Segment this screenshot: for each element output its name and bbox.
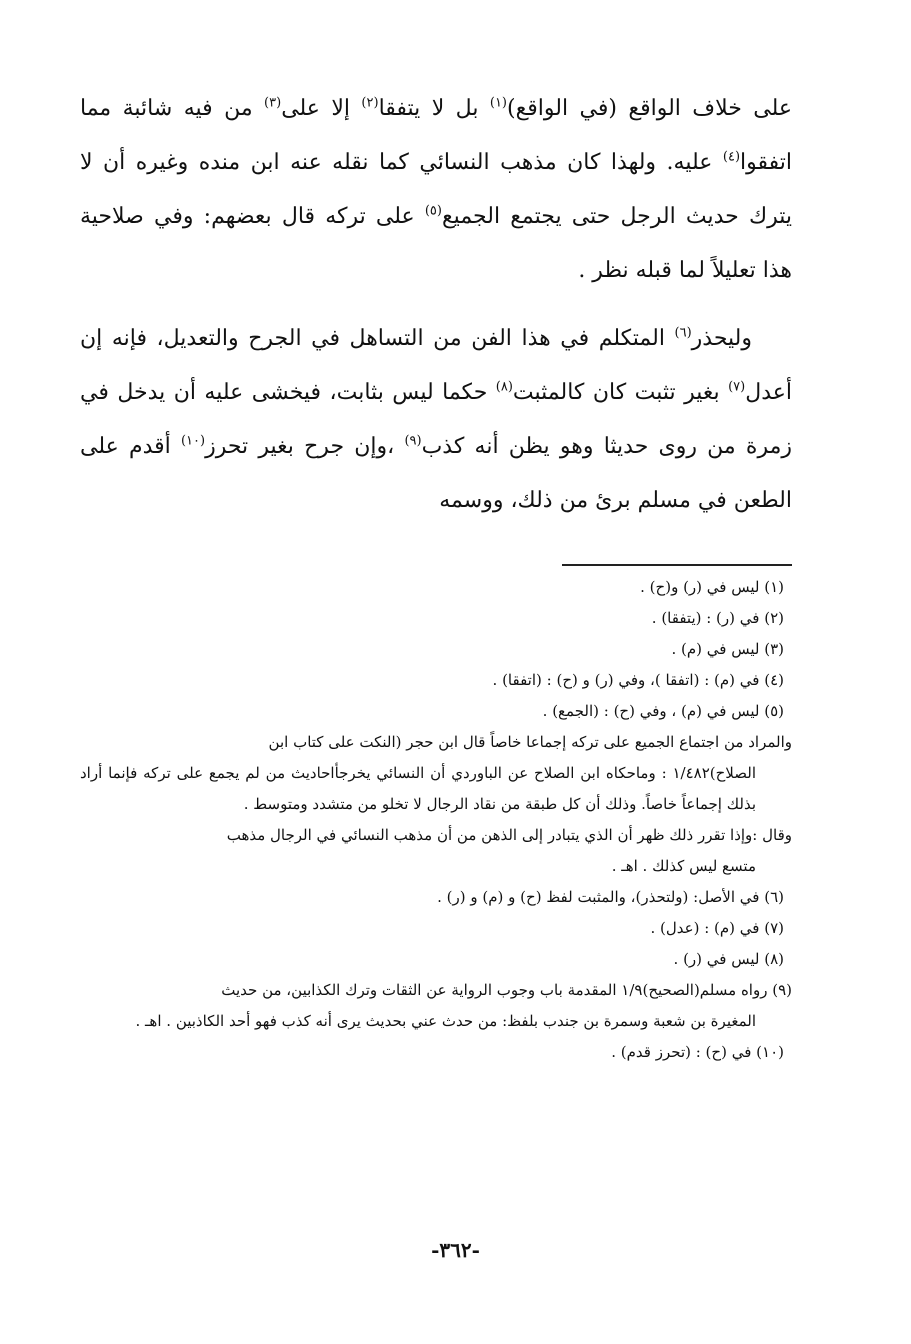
footnote-marker: (٤): [722, 149, 741, 165]
footnote-9: [80, 975, 792, 1037]
footnote-10: (١٠) في (ح) : (تحرز قدم) .: [611, 1043, 784, 1061]
main-text: [80, 82, 792, 528]
footnote-5-continuation-1-lead: والمراد من اجتماع الجميع على تركه إجماعا خاصاً قال ابن حجر (النكت على كتاب ابن: [268, 733, 792, 751]
footnote-9-rest: المغيرة بن شعبة وسمرة بن جندب بلفظ: من حدث عني بحديث يرى أنه كذب فهو أحد الكاذبين . اهـ .: [135, 1012, 756, 1030]
text-run: من فيه شائبة مما اتفقوا: [80, 96, 792, 175]
text-run: إلا على: [281, 96, 362, 121]
footnote-7: (٧) في (م) : (عدل) .: [650, 919, 784, 937]
text-run: المتكلم في هذا الفن من التساهل في الجرح والتعديل، فإنه إن أعدل: [80, 326, 792, 405]
paragraph-1: [80, 82, 792, 298]
text-run: بل لا يتفقا: [378, 96, 490, 121]
text-run: على تركه قال بعضهم: وفي صلاحية هذا تعليلاً لما قبله نظر .: [80, 204, 792, 283]
text-run: على خلاف الواقع (في الواقع): [507, 96, 792, 121]
footnote-marker: (١٠): [180, 433, 206, 449]
footnote-5-continuation-2-rest: متسع ليس كذلك . اهـ .: [611, 857, 756, 875]
footnote-marker: (٦): [674, 325, 692, 341]
footnote-marker: (٨): [495, 379, 513, 395]
footnote-2: (٢) في (ر) : (يتفقا) .: [651, 609, 784, 627]
footnote-1: (١) ليس في (ر) و(ح) .: [640, 578, 784, 596]
footnote-5-continuation-2: [80, 820, 792, 882]
text-run: وليحذر: [691, 326, 752, 351]
footnote-5-continuation-2-lead: وقال :وإذا تقرر ذلك ظهر أن الذي يتبادر إلى الذهن من أن مذهب النسائي في الرجال مذهب: [226, 826, 792, 844]
footnote-5: (٥) ليس في (م) ، وفي (ح) : (الجمع) .: [542, 702, 784, 720]
text-run: ،وإن جرح بغير تحرز: [205, 434, 405, 459]
footnote-marker: (٥): [424, 203, 442, 219]
text-run: بغير تثبت كان كالمثبت: [512, 380, 729, 405]
text-run: حكما ليس بثابت، فيخشى عليه أن يدخل في زمرة من روى حديثا وهو يظن أنه كذب: [80, 380, 792, 459]
paragraph-2: [80, 312, 792, 528]
footnote-5-continuation-1-rest: الصلاح)١/٤٨٢ : وماحكاه ابن الصلاح عن الباوردي أن النسائي يخرجأاحاديث من لم يجمع على تركه فإنما أراد بذلك إجماعاً خاصاً. وذلك أن كل طبقة من نقاد الرجال لا تخلو من متشدد ومتوسط .: [80, 764, 756, 813]
footnote-marker: (٢): [361, 95, 379, 111]
page: [80, 82, 792, 1068]
footnote-marker: (١): [489, 95, 507, 111]
footnote-9-lead: (٩) رواه مسلم(الصحيح)١/٩ المقدمة باب وجوب الرواية عن الثقات وترك الكذابين، من حديث: [221, 981, 792, 999]
text-run: أقدم على الطعن في مسلم برئ من ذلك، ووسمه: [80, 434, 792, 513]
footnote-marker: (٣): [264, 95, 282, 111]
footnotes: [80, 572, 792, 1068]
footnote-3: (٣) ليس في (م) .: [671, 640, 784, 658]
text-run: عليه. ولهذا كان مذهب النسائي كما نقله عنه ابن منده وغيره أن لا يترك حديث الرجل حتى يجتمع الجميع: [80, 150, 792, 229]
footnote-separator: [562, 564, 792, 566]
page-number: -٣٦٢-: [431, 1238, 480, 1262]
footnote-5-continuation-1: [80, 727, 792, 820]
footnote-marker: (٩): [404, 433, 422, 449]
footnote-marker: (٧): [728, 379, 746, 395]
footnote-8: (٨) ليس في (ر) .: [673, 950, 784, 968]
footnote-4: (٤) في (م) : (اتفقا )، وفي (ر) و (ح) : (اتفقا) .: [492, 671, 784, 689]
footnote-6: (٦) في الأصل: (ولتحذر)، والمثبت لفظ (ح) و (م) و (ر) .: [437, 888, 784, 906]
